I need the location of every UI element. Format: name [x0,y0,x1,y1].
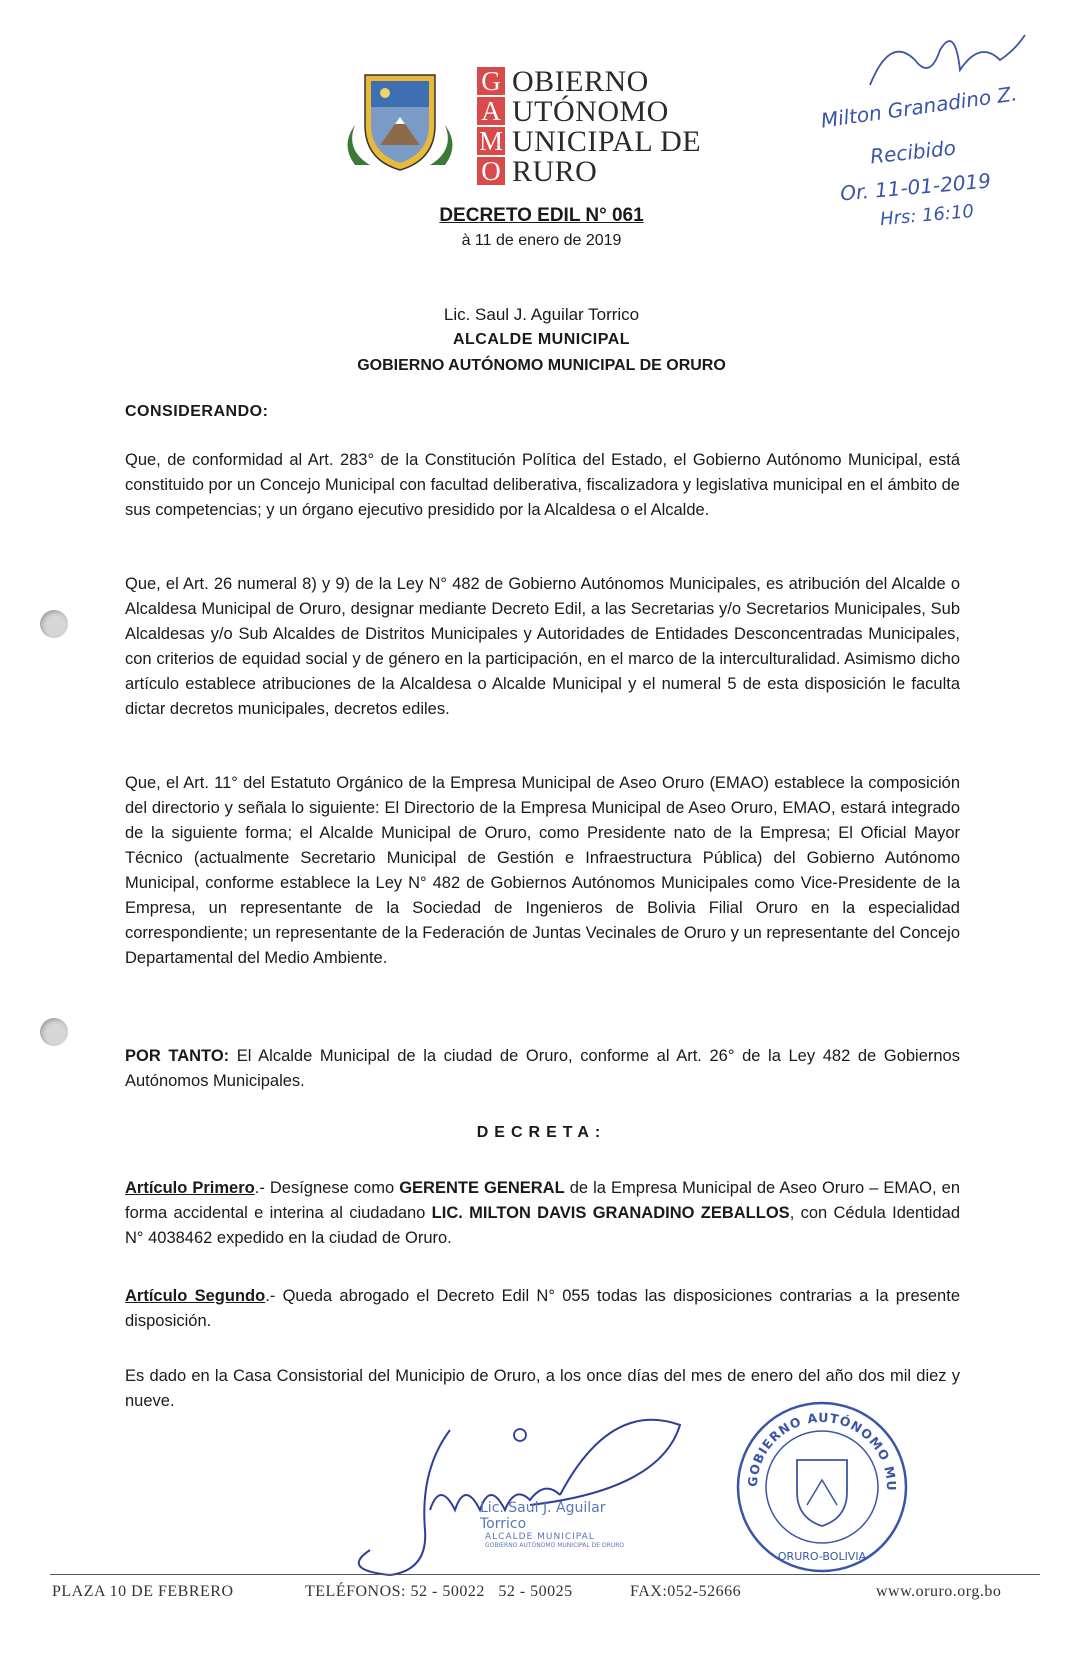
letter-a: A [477,97,505,125]
punch-hole-bottom [40,1018,68,1046]
decree-date: à 11 de enero de 2019 [461,232,622,249]
articulo-primero-end: , con Cédula Identidad N° 4038462 expedido en la ciudad de Oruro. [125,1204,961,1247]
por-tanto-text: El Alcalde Municipal de la ciudad de Oruro, conforme al Art. 26° de la Ley 482 de Gobiernos Autónomos Municipales. [125,1047,960,1090]
word-autonomo: UTÓNOMO [512,95,669,128]
signatory-role: ALCALDE MUNICIPAL [452,331,631,348]
footer-fax: FAX:052-52666 [630,1583,742,1600]
footer-website: www.oruro.org.bo [876,1583,1002,1600]
handwritten-note-line4: Hrs: 16:10 [879,200,975,231]
handwritten-note-line3: Or. 11-01-2019 [839,168,992,206]
por-tanto-label: POR TANTO: [125,1047,230,1065]
considerando-paragraph-1: Que, de conformidad al Art. 283° de la Constitución Política del Estado, el Gobierno Autónomo Municipal, está constituido por un Concejo Municipal con facultad deliberativa, fiscalizadora y legislativa municipal en el ámbito de sus competencias; y un órgano ejecutivo presidido por la Alcaldesa o el Alcalde. [125,451,960,519]
coat-of-arms-logo [345,65,455,175]
gamo-name [512,67,701,187]
signatory-government: GOBIERNO AUTÓNOMO MUNICIPAL DE ORURO [357,357,726,374]
mayor-stamp-org: GOBIERNO AUTÓNOMO MUNICIPAL DE ORURO [485,1542,625,1549]
letter-g: G [477,67,505,95]
word-municipal: UNICIPAL DE [512,125,702,158]
word-gobierno: OBIERNO [512,65,649,98]
footer-address: PLAZA 10 DE FEBRERO [52,1583,234,1600]
municipal-round-seal [735,1400,910,1575]
svg-text:GOBIERNO AUTÓNOMO MUNICIPAL DE [735,1400,899,1492]
gamo-acronym [477,67,507,187]
signatory-name: Lic. Saul J. Aguilar Torrico [443,305,640,324]
footer-divider [50,1574,1040,1575]
seal-ring-text: GOBIERNO AUTÓNOMO MU [744,1409,900,1492]
considerando-paragraph-3: Que, el Art. 11° del Estatuto Orgánico de la Empresa Municipal de Aseo Oruro (EMAO) establece la composición del directorio y señala lo siguiente: El Directorio de la Empresa Municipal de Aseo Oruro, EMAO, estará integrado de la siguiente forma; el Alcalde Municipal de Oruro, como Presidente nato de la Empresa; El Oficial Mayor Técnico (actualmente Secretario Municipal de Gestión e Infraestructura Pública) del Gobierno Autónomo Municipal, conforme establece la Ley N° 482 de Gobiernos Autónomos Municipales como Vice-Presidente de la Empresa, un representante de la Sociedad de Ingenieros de Bolivia Filial Oruro en la especialidad correspondiente; un representante de la Federación de Juntas Vecinales de Oruro y un representante del Concejo Departamental del Medio Ambiente. [125,774,960,967]
word-oruro: RURO [512,155,598,188]
articulo-primero-person: LIC. MILTON DAVIS GRANADINO ZEBALLOS [431,1204,790,1222]
mayor-stamp-name: Lic. Saul J. Aguilar Torrico [480,1500,606,1532]
articulo-primero-sep: .- Desígnese como [254,1179,400,1197]
letter-o: O [477,157,505,185]
handwritten-note-line2: Recibido [868,135,957,169]
decree-title: DECRETO EDIL N° 061 [439,205,644,226]
articulo-primero [125,1176,960,1251]
articulo-primero-mid: de la Empresa Municipal de Aseo Oruro – EMAO, en forma accidental e interina al ciudadano [125,1179,960,1222]
footer-phones: TELÉFONOS: 52 - 50022 52 - 50025 [305,1583,573,1600]
considerando-paragraph-2: Que, el Art. 26 numeral 8) y 9) de la Ley N° 482 de Gobierno Autónomos Municipales, es atribución del Alcalde o Alcaldesa Municipal de Oruro, designar mediante Decreto Edil, a las Secretarias y/o Secretarios Municipales, Sub Alcaldesas y/o Sub Alcaldes de Distritos Municipales y Autoridades de Entidades Desconcentradas Municipales, con criterios de equidad social y de género en la participación, en el marco de la interculturalidad. Asimismo dicho artículo establece atribuciones de la Alcaldesa o Alcalde Municipal y el numeral 5 de esta disposición le faculta dictar decretos municipales, decretos ediles. [125,575,960,718]
articulo-segundo-text: .- Queda abrogado el Decreto Edil N° 055 todas las disposiciones contrarias a la presente disposición. [125,1287,960,1330]
articulo-segundo-label: Artículo Segundo [125,1287,266,1305]
articulo-primero-role: GERENTE GENERAL [399,1179,565,1197]
punch-hole-top [40,610,68,638]
considerando-heading: CONSIDERANDO: [125,403,269,420]
mayor-stamp [440,1500,640,1549]
letter-m: M [478,126,503,156]
handwritten-signature-top [860,30,1030,105]
closing-paragraph: Es dado en la Casa Consistorial del Municipio de Oruro, a los once días del mes de enero del año dos mil diez y nueve. [125,1367,960,1410]
decreta-heading: DECRETA: [476,1124,607,1141]
mayor-signature [330,1410,710,1585]
handwritten-note-line1: Milton Granadino Z. [819,81,1019,133]
mayor-stamp-role: ALCALDE MUNICIPAL [485,1532,595,1542]
seal-bottom-text: ORURO-BOLIVIA [777,1550,867,1563]
por-tanto-paragraph [125,1044,960,1094]
articulo-segundo [125,1284,960,1334]
articulo-primero-label: Artículo Primero [125,1179,255,1197]
